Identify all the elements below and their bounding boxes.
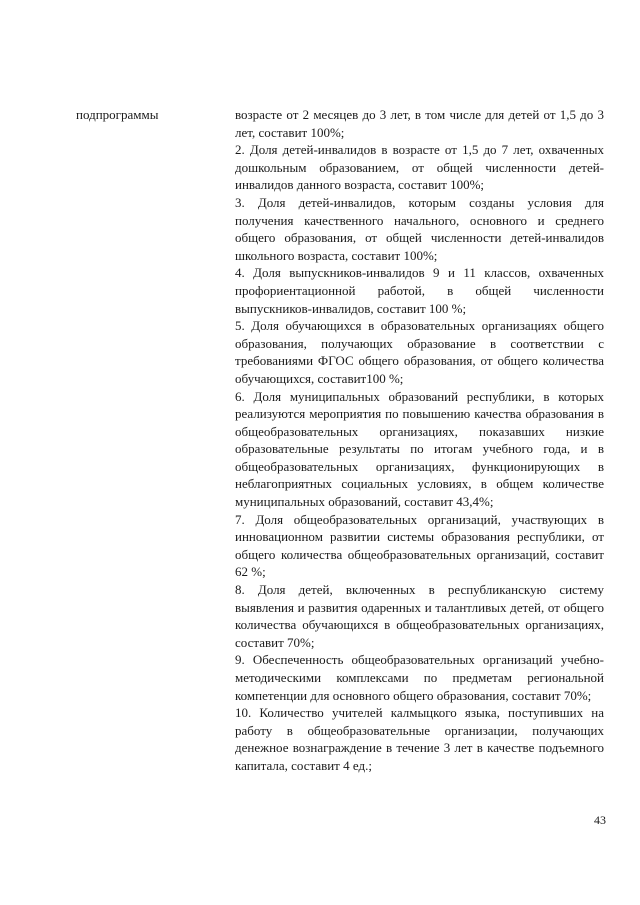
page-number: 43 xyxy=(594,813,606,827)
indicator-item-7: 7. Доля общеобразовательных организаций, участвующих в инновационном развитии системы образования республики, от общего количества общеобразовательных организаций, составит 62 %; xyxy=(235,511,604,580)
indicator-item-continued: возрасте от 2 месяцев до 3 лет, в том числе для детей от 1,5 до 3 лет, составит 100%; xyxy=(235,107,604,140)
indicator-item-10: 10. Количество учителей калмыцкого языка, поступивших на работу в общеобразовательные организации, получающих денежное вознаграждение в течение 3 лет в качестве подъемного капитала, составит 4 ед.; xyxy=(235,705,604,773)
indicators-list xyxy=(235,106,604,775)
indicator-item-4: 4. Доля выпускников-инвалидов 9 и 11 классов, охваченных профориентационной работой, в общей численности выпускников-инвалидов, составит 100 %; xyxy=(235,265,604,316)
indicator-item-8: 8. Доля детей, включенных в республиканскую систему выявления и развития одаренных и талантливых детей, от общего количества обучающихся в общеобразовательных организациях, составит 70%; xyxy=(235,582,604,650)
row-label-subprogram: подпрограммы xyxy=(76,107,159,122)
indicator-item-5: 5. Доля обучающихся в образовательных организациях общего образования, получающих образование в соответствии с требованиями ФГОС общего образования, от общего количества обучающихся, составит100 %; xyxy=(235,318,604,386)
indicator-item-2: 2. Доля детей-инвалидов в возрасте от 1,5 до 7 лет, охваченных дошкольным образованием, от общей численности детей-инвалидов данного возраста, составит 100%; xyxy=(235,142,604,193)
indicator-item-9: 9. Обеспеченность общеобразовательных организаций учебно-методическими комплексами по предметам региональной компетенции для основного общего образования, составит 70%; xyxy=(235,652,604,703)
indicator-item-3: 3. Доля детей-инвалидов, которым созданы условия для получения качественного начального, основного и среднего общего образования, от общей численности детей-инвалидов школьного возраста, составит 100%; xyxy=(235,194,604,263)
indicator-item-6: 6. Доля муниципальных образований республики, в которых реализуются мероприятия по повышению качества образования в общеобразовательных организациях, показавших низкие образовательные результаты по итогам учебного года, и в общеобразовательных организациях, функционирующих в неблагоприятных социальных условиях, в общем количестве муниципальных образований, составит 43,4%; xyxy=(235,388,604,510)
